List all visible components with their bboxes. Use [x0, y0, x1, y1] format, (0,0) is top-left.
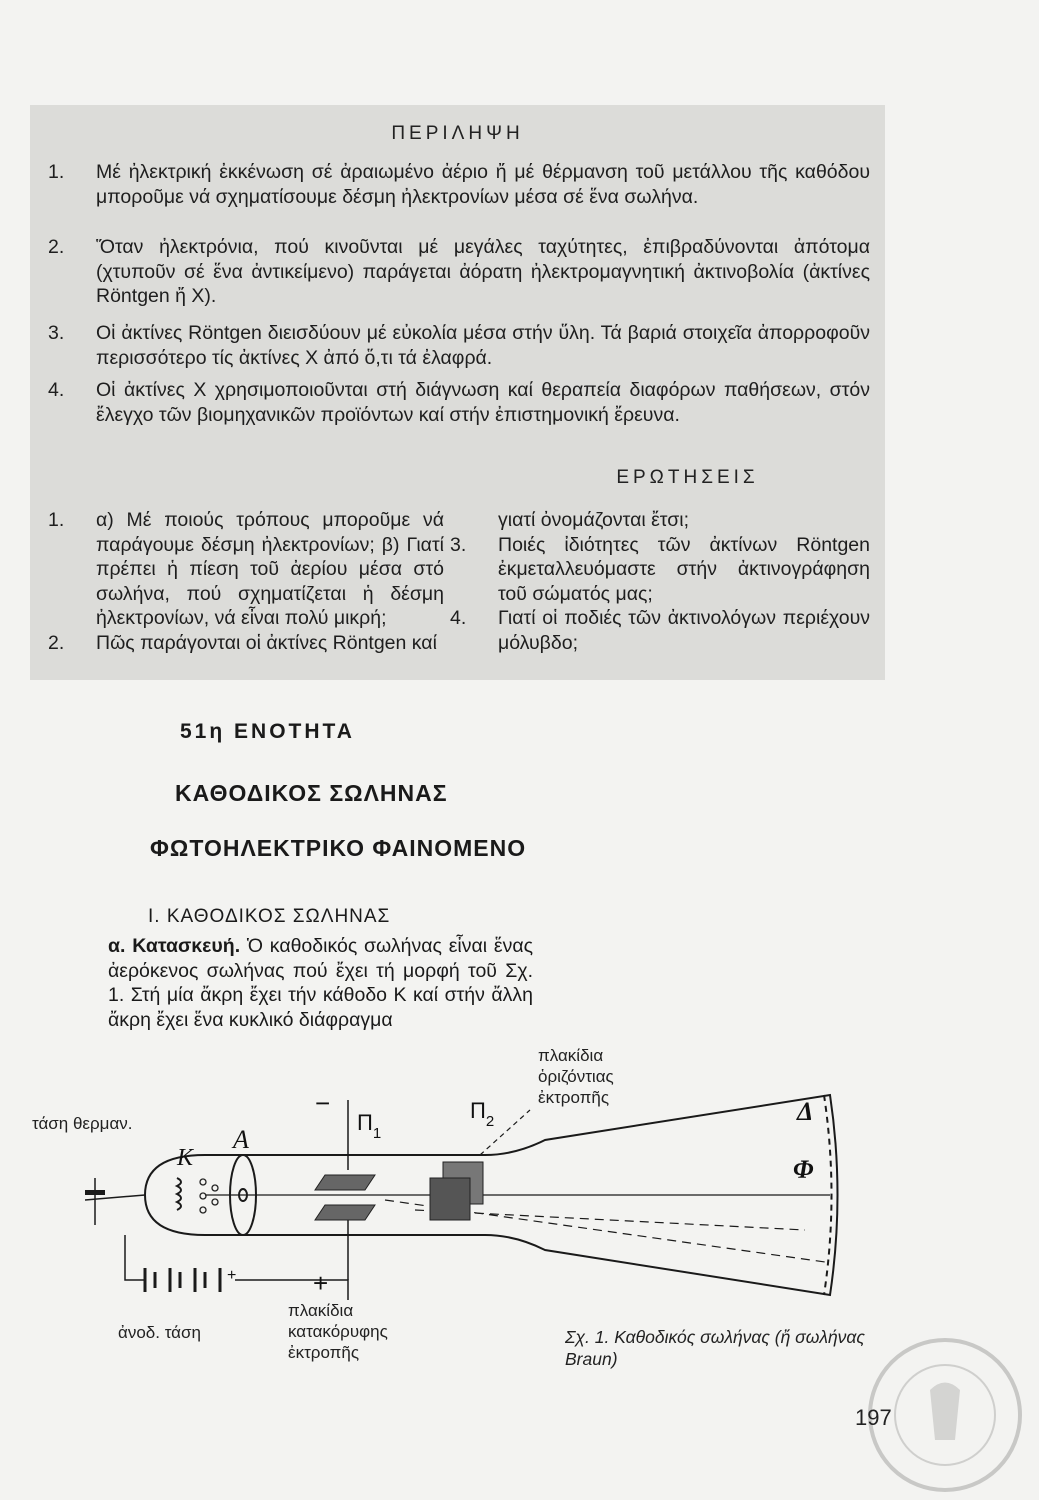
question-2	[48, 631, 444, 656]
anode-voltage-label: ἀνοδ. τάση	[118, 1323, 201, 1342]
item-text: Μέ ἠλεκτρική ἐκκένωση σέ ἀραιωμένο ἀέριο ἤ μέ θέρμανση τοῦ μετάλλου τῆς καθόδου μποροῦμε νά σχηματίσουμε δέσμη ἠλεκτρονίων μέσα σέ ἕνα σωλήνα.	[96, 161, 870, 208]
battery-plus-sign: +	[227, 1267, 237, 1284]
label-line: πλακίδια	[538, 1046, 604, 1065]
label-line: ὁριζόντιας	[538, 1067, 614, 1086]
label-P2	[470, 1098, 494, 1130]
question-number: 4.	[450, 607, 467, 629]
section-heading: I. ΚΑΘΟΔΙΚΟΣ ΣΩΛΗΝΑΣ	[148, 906, 391, 927]
label-Phi: Φ	[793, 1155, 814, 1184]
question-1	[48, 508, 444, 631]
question-3	[450, 533, 870, 607]
electron-beam-deflected	[415, 1210, 805, 1230]
body-paragraph	[108, 934, 533, 1032]
horizontal-deflection-plate	[430, 1178, 470, 1220]
question-text: α) Μέ ποιούς τρόπους μποροῦμε νά παράγουμε δέσμη ἠλεκτρονίων; β) Γιατί πρέπει ἡ πίεση τοῦ ἀερίου μέσα στό σωλήνα, πού σχηματίζεται ἡ δέσμη ἠλεκτρονίων, νά εἶναι πολύ μικρή;	[96, 509, 444, 629]
minus-sign: −	[315, 1088, 331, 1118]
paragraph-lead: α. Κατασκευή.	[108, 935, 241, 957]
summary-item-2	[48, 235, 870, 309]
control-grid-icon	[200, 1179, 218, 1213]
item-number: 2.	[48, 236, 65, 258]
plus-sign: +	[313, 1268, 329, 1298]
label-line: κατακόρυφης	[288, 1322, 388, 1341]
question-number: 1.	[48, 509, 65, 531]
item-number: 1.	[48, 161, 65, 183]
question-text: Ποιές ἰδιότητες τῶν ἀκτίνων Röntgen ἐκμεταλλευόμαστε στήν ἀκτινογράφηση τοῦ σώματός μας;	[498, 533, 870, 605]
cathode-ray-tube-diagram	[85, 1040, 885, 1340]
paragraph-text: Ὁ καθοδικός σωλήνας εἶναι ἕνας ἀερόκενος σωλήνας πού ἔχει τή μορφή τοῦ Σχ. 1. Στή μία ἄκρη ἔχει τήν κάθοδο Κ καί στήν ἄλλη ἄκρη ἔχει ἕνα κυκλικό διάφραγμα	[108, 935, 533, 1031]
question-number: 3.	[450, 533, 467, 556]
figure-caption: Σχ. 1. Καθοδικός σωλήνας (ἤ σωλήνας Braun)	[565, 1327, 865, 1369]
heater-voltage-label: τάση θερμαν.	[32, 1114, 133, 1133]
chapter-heading: ΚΑΘΟΔΙΚΟΣ ΣΩΛΗΝΑΣ	[175, 780, 448, 806]
item-text: Οἱ ἀκτίνες Röntgen διεισδύουν μέ εὐκολία μέσα στήν ὕλη. Τά βαριά στοιχεῖα ἀπορροφοῦν περισσότερο τίς ἀκτίνες X ἀπό ὅ,τι τά ἐλαφρά.	[96, 322, 870, 369]
summary-item-4	[48, 378, 870, 427]
vertical-plates-label	[288, 1300, 388, 1363]
label-P2-letter: Π	[470, 1098, 486, 1123]
summary-title: ΠΕΡΙΛΗΨΗ	[391, 123, 524, 144]
item-number: 4.	[48, 379, 65, 401]
item-text: Ὅταν ἠλεκτρόνια, πού κινοῦνται μέ μεγάλες ταχύτητες, ἐπιβραδύνονται ἀπότομα (χτυποῦν σέ ἕνα ἀντικείμενο) παράγεται ἀόρατη ἠλεκτρομαγνητική ἀκτινοβολία (ἀκτίνες Röntgen ἤ X).	[96, 236, 870, 307]
questions-right-column	[450, 508, 870, 655]
question-text: Γιατί οἱ ποδιές τῶν ἀκτινολόγων περιέχουν μόλυβδο;	[498, 607, 870, 654]
label-P1	[357, 1110, 381, 1142]
page-number: 197	[855, 1405, 892, 1430]
label-line: πλακίδια	[288, 1301, 354, 1320]
label-P2-subscript: 2	[485, 1113, 495, 1130]
label-line: ἐκτροπῆς	[288, 1343, 360, 1362]
summary-box	[30, 105, 885, 680]
label-P1-subscript: 1	[372, 1125, 382, 1142]
questions-left-column	[48, 508, 444, 655]
battery-icon	[145, 1268, 220, 1292]
summary-item-1	[48, 160, 870, 209]
question-2-continued	[450, 508, 870, 533]
label-K: K	[177, 1145, 194, 1171]
heater-wire	[85, 1195, 145, 1200]
cathode-coil	[177, 1178, 181, 1210]
chapter-subheading: ΦΩΤΟΗΛΕΚΤΡΙΚΟ ΦΑΙΝΟΜΕΝΟ	[150, 835, 527, 861]
summary-item-3	[48, 321, 870, 370]
question-4	[450, 606, 870, 655]
vertical-deflection-plate	[315, 1175, 375, 1190]
item-text: Οἱ ἀκτίνες X χρησιμοποιοῦνται στή διάγνωση καί θεραπεία διαφόρων παθήσεων, στόν ἔλεγχο τῶν βιομηχανικῶν προϊόντων καί στήν ἐπιστημονική ἔρευνα.	[96, 379, 870, 426]
horizontal-plates-label	[538, 1045, 614, 1108]
vertical-deflection-plate	[315, 1205, 375, 1220]
label-line: ἐκτροπῆς	[538, 1088, 610, 1107]
question-text: γιατί ὀνομάζονται ἔτσι;	[498, 509, 690, 531]
questions-title: ΕΡΩΤΗΣΕΙΣ	[616, 467, 759, 488]
question-text: Πῶς παράγονται οἱ ἀκτίνες Röntgen καί	[96, 631, 437, 654]
question-number: 2.	[48, 631, 65, 654]
unit-number: 51η ΕΝΟΤΗΤΑ	[180, 720, 355, 743]
label-P1-letter: Π	[357, 1110, 373, 1135]
label-A: A	[233, 1125, 249, 1154]
label-Delta: Δ	[797, 1097, 814, 1126]
item-number: 3.	[48, 322, 65, 344]
heater-battery-icon	[85, 1190, 105, 1195]
